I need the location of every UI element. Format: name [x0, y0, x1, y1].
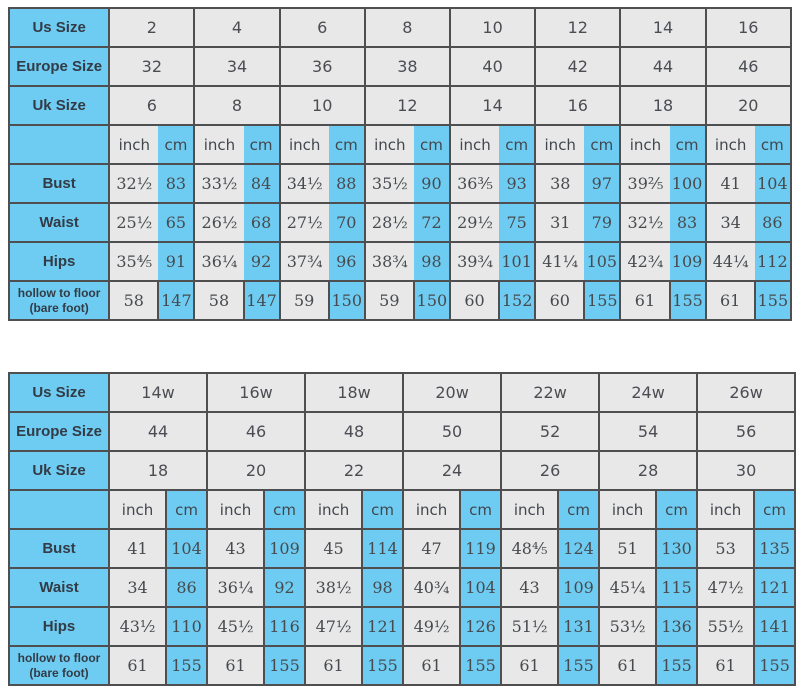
- unit-inch-label: inch: [599, 490, 656, 529]
- measure-inch-value: 35½: [365, 164, 414, 203]
- size-value-cell: 24w: [599, 373, 697, 412]
- measure-cm-value: 155: [558, 646, 599, 685]
- measure-inch-value: 26½: [194, 203, 243, 242]
- measure-inch-value: 38½: [305, 568, 362, 607]
- measure-cm-value: 126: [460, 607, 501, 646]
- measure-cm-value: 155: [362, 646, 403, 685]
- table-row: [9, 529, 795, 568]
- measure-inch-value: 45¼: [599, 568, 656, 607]
- unit-cm-label: cm: [656, 490, 697, 529]
- table-row: [9, 568, 795, 607]
- size-value-cell: 52: [501, 412, 599, 451]
- measure-cm-value: 155: [166, 646, 207, 685]
- row-header-uk-size: Uk Size: [9, 86, 109, 125]
- measure-inch-value: 32½: [109, 164, 158, 203]
- size-value-cell: 32: [109, 47, 194, 86]
- table-row: [9, 607, 795, 646]
- measure-inch-value: 60: [450, 281, 499, 320]
- measure-inch-value: 53: [697, 529, 754, 568]
- measure-inch-value: 36¼: [194, 242, 243, 281]
- size-value-cell: 26w: [697, 373, 795, 412]
- measure-cm-value: 155: [754, 646, 795, 685]
- unit-cm-label: cm: [584, 125, 620, 164]
- row-header-hips: Hips: [9, 242, 109, 281]
- size-value-cell: 6: [109, 86, 194, 125]
- measure-cm-value: 135: [754, 529, 795, 568]
- measure-cm-value: 86: [166, 568, 207, 607]
- unit-cm-label: cm: [362, 490, 403, 529]
- measure-cm-value: 83: [158, 164, 194, 203]
- unit-cm-label: cm: [244, 125, 280, 164]
- unit-inch-label: inch: [109, 490, 166, 529]
- unit-cm-label: cm: [499, 125, 535, 164]
- size-value-cell: 14: [450, 86, 535, 125]
- size-value-cell: 18: [620, 86, 705, 125]
- measure-inch-value: 45: [305, 529, 362, 568]
- measure-cm-value: 84: [244, 164, 280, 203]
- measure-cm-value: 155: [584, 281, 620, 320]
- measure-cm-value: 110: [166, 607, 207, 646]
- measure-inch-value: 35⁴⁄₅: [109, 242, 158, 281]
- table-row: [9, 242, 791, 281]
- measure-inch-value: 59: [365, 281, 414, 320]
- unit-cm-label: cm: [558, 490, 599, 529]
- unit-inch-label: inch: [535, 125, 584, 164]
- unit-inch-label: inch: [620, 125, 669, 164]
- table-row: [9, 203, 791, 242]
- unit-cm-label: cm: [755, 125, 791, 164]
- size-value-cell: 10: [280, 86, 365, 125]
- measure-cm-value: 96: [329, 242, 365, 281]
- size-value-cell: 22: [305, 451, 403, 490]
- size-value-cell: 20w: [403, 373, 501, 412]
- measure-inch-value: 61: [207, 646, 264, 685]
- unit-cm-label: cm: [264, 490, 305, 529]
- measure-inch-value: 45½: [207, 607, 264, 646]
- row-header-line2: (bare foot): [29, 300, 89, 315]
- table-row: [9, 8, 791, 47]
- row-header-waist: Waist: [9, 203, 109, 242]
- measure-inch-value: 61: [706, 281, 755, 320]
- size-value-cell: 16: [706, 8, 791, 47]
- measure-inch-value: 40¾: [403, 568, 460, 607]
- measure-cm-value: 93: [499, 164, 535, 203]
- measure-inch-value: 59: [280, 281, 329, 320]
- size-value-cell: 8: [194, 86, 279, 125]
- size-value-cell: 18w: [305, 373, 403, 412]
- unit-inch-label: inch: [109, 125, 158, 164]
- measure-inch-value: 43¹⁄₂: [109, 607, 166, 646]
- units-row: [9, 490, 795, 529]
- measure-cm-value: 147: [244, 281, 280, 320]
- plus-size-table: [8, 372, 796, 686]
- measure-cm-value: 155: [656, 646, 697, 685]
- units-row-header: [9, 490, 109, 529]
- measure-cm-value: 155: [264, 646, 305, 685]
- measure-cm-value: 109: [670, 242, 706, 281]
- measure-inch-value: 61: [599, 646, 656, 685]
- standard-size-table: [8, 7, 792, 321]
- unit-cm-label: cm: [329, 125, 365, 164]
- measure-inch-value: 51: [599, 529, 656, 568]
- measure-cm-value: 101: [499, 242, 535, 281]
- measure-inch-value: 32½: [620, 203, 669, 242]
- measure-cm-value: 83: [670, 203, 706, 242]
- size-value-cell: 54: [599, 412, 697, 451]
- unit-cm-label: cm: [460, 490, 501, 529]
- measure-inch-value: 42¾: [620, 242, 669, 281]
- measure-inch-value: 61: [697, 646, 754, 685]
- size-value-cell: 42: [535, 47, 620, 86]
- measure-inch-value: 44¼: [706, 242, 755, 281]
- measure-inch-value: 58: [194, 281, 243, 320]
- size-value-cell: 12: [535, 8, 620, 47]
- measure-cm-value: 100: [670, 164, 706, 203]
- measure-cm-value: 92: [244, 242, 280, 281]
- measure-inch-value: 61: [305, 646, 362, 685]
- unit-inch-label: inch: [207, 490, 264, 529]
- measure-cm-value: 72: [414, 203, 450, 242]
- size-value-cell: 36: [280, 47, 365, 86]
- measure-cm-value: 155: [460, 646, 501, 685]
- measure-cm-value: 68: [244, 203, 280, 242]
- size-value-cell: 18: [109, 451, 207, 490]
- unit-inch-label: inch: [365, 125, 414, 164]
- measure-inch-value: 58: [109, 281, 158, 320]
- size-value-cell: 14: [620, 8, 705, 47]
- row-header-bust: Bust: [9, 529, 109, 568]
- size-value-cell: 50: [403, 412, 501, 451]
- size-value-cell: 10: [450, 8, 535, 47]
- measure-inch-value: 34½: [280, 164, 329, 203]
- size-value-cell: 6: [280, 8, 365, 47]
- measure-cm-value: 98: [414, 242, 450, 281]
- measure-inch-value: 55½: [697, 607, 754, 646]
- unit-inch-label: inch: [706, 125, 755, 164]
- row-header-europe-size: Europe Size: [9, 47, 109, 86]
- size-value-cell: 8: [365, 8, 450, 47]
- measure-cm-value: 112: [755, 242, 791, 281]
- size-value-cell: 22w: [501, 373, 599, 412]
- measure-inch-value: 41¼: [535, 242, 584, 281]
- measure-inch-value: 43: [207, 529, 264, 568]
- unit-cm-label: cm: [670, 125, 706, 164]
- measure-inch-value: 36¼: [207, 568, 264, 607]
- measure-inch-value: 60: [535, 281, 584, 320]
- table-row: [9, 373, 795, 412]
- size-value-cell: 14w: [109, 373, 207, 412]
- measure-inch-value: 43: [501, 568, 558, 607]
- measure-cm-value: 150: [414, 281, 450, 320]
- measure-inch-value: 29½: [450, 203, 499, 242]
- measure-inch-value: 61: [403, 646, 460, 685]
- row-header-line2: (bare foot): [29, 665, 89, 680]
- units-row-header: [9, 125, 109, 164]
- size-value-cell: 28: [599, 451, 697, 490]
- size-value-cell: 44: [109, 412, 207, 451]
- measure-cm-value: 119: [460, 529, 501, 568]
- size-value-cell: 26: [501, 451, 599, 490]
- row-header-hollow-to-floor: [9, 281, 109, 320]
- size-value-cell: 40: [450, 47, 535, 86]
- measure-inch-value: 33½: [194, 164, 243, 203]
- row-header-line1: hollow to floor: [17, 285, 101, 300]
- measure-cm-value: 88: [329, 164, 365, 203]
- measure-cm-value: 114: [362, 529, 403, 568]
- row-header-us-size: Us Size: [9, 8, 109, 47]
- measure-inch-value: 61: [501, 646, 558, 685]
- measure-cm-value: 90: [414, 164, 450, 203]
- measure-cm-value: 147: [158, 281, 194, 320]
- measure-cm-value: 65: [158, 203, 194, 242]
- size-value-cell: 16: [535, 86, 620, 125]
- measure-inch-value: 61: [620, 281, 669, 320]
- size-value-cell: 38: [365, 47, 450, 86]
- size-value-cell: 20: [207, 451, 305, 490]
- row-header-uk-size: Uk Size: [9, 451, 109, 490]
- measure-cm-value: 155: [670, 281, 706, 320]
- measure-inch-value: 34: [706, 203, 755, 242]
- row-header-line1: hollow to floor: [17, 650, 101, 665]
- size-value-cell: 4: [194, 8, 279, 47]
- measure-cm-value: 104: [166, 529, 207, 568]
- measure-cm-value: 121: [362, 607, 403, 646]
- size-value-cell: 16w: [207, 373, 305, 412]
- table-row: [9, 412, 795, 451]
- measure-cm-value: 75: [499, 203, 535, 242]
- measure-cm-value: 152: [499, 281, 535, 320]
- unit-inch-label: inch: [194, 125, 243, 164]
- measure-cm-value: 116: [264, 607, 305, 646]
- measure-inch-value: 39¾: [450, 242, 499, 281]
- measure-inch-value: 36³⁄₅: [450, 164, 499, 203]
- measure-inch-value: 47: [403, 529, 460, 568]
- measure-inch-value: 41: [109, 529, 166, 568]
- measure-inch-value: 38¾: [365, 242, 414, 281]
- unit-inch-label: inch: [450, 125, 499, 164]
- unit-inch-label: inch: [697, 490, 754, 529]
- table-row: [9, 451, 795, 490]
- measure-cm-value: 91: [158, 242, 194, 281]
- size-value-cell: 30: [697, 451, 795, 490]
- measure-cm-value: 155: [755, 281, 791, 320]
- unit-cm-label: cm: [754, 490, 795, 529]
- measure-inch-value: 31: [535, 203, 584, 242]
- measure-inch-value: 51½: [501, 607, 558, 646]
- measure-cm-value: 130: [656, 529, 697, 568]
- measure-inch-value: 37¾: [280, 242, 329, 281]
- measure-cm-value: 98: [362, 568, 403, 607]
- measure-cm-value: 104: [755, 164, 791, 203]
- measure-cm-value: 115: [656, 568, 697, 607]
- size-value-cell: 20: [706, 86, 791, 125]
- table-row: [9, 86, 791, 125]
- measure-cm-value: 131: [558, 607, 599, 646]
- row-header-europe-size: Europe Size: [9, 412, 109, 451]
- size-value-cell: 46: [207, 412, 305, 451]
- measure-cm-value: 136: [656, 607, 697, 646]
- measure-cm-value: 86: [755, 203, 791, 242]
- measure-cm-value: 105: [584, 242, 620, 281]
- measure-cm-value: 150: [329, 281, 365, 320]
- measure-inch-value: 47½: [697, 568, 754, 607]
- row-header-us-size: Us Size: [9, 373, 109, 412]
- measure-cm-value: 121: [754, 568, 795, 607]
- size-value-cell: 56: [697, 412, 795, 451]
- unit-inch-label: inch: [280, 125, 329, 164]
- measure-cm-value: 109: [558, 568, 599, 607]
- measure-inch-value: 47½: [305, 607, 362, 646]
- measure-inch-value: 41: [706, 164, 755, 203]
- measure-inch-value: 53½: [599, 607, 656, 646]
- row-header-bust: Bust: [9, 164, 109, 203]
- measure-inch-value: 48⁴⁄₅: [501, 529, 558, 568]
- measure-inch-value: 25½: [109, 203, 158, 242]
- measure-cm-value: 70: [329, 203, 365, 242]
- table-row: [9, 47, 791, 86]
- table-row: [9, 164, 791, 203]
- unit-cm-label: cm: [158, 125, 194, 164]
- unit-cm-label: cm: [414, 125, 450, 164]
- measure-cm-value: 104: [460, 568, 501, 607]
- row-header-hollow-to-floor: [9, 646, 109, 685]
- measure-cm-value: 92: [264, 568, 305, 607]
- measure-inch-value: 61: [109, 646, 166, 685]
- measure-cm-value: 124: [558, 529, 599, 568]
- measure-cm-value: 79: [584, 203, 620, 242]
- measure-cm-value: 109: [264, 529, 305, 568]
- measure-inch-value: 28½: [365, 203, 414, 242]
- table-row: [9, 646, 795, 685]
- unit-inch-label: inch: [501, 490, 558, 529]
- size-value-cell: 48: [305, 412, 403, 451]
- size-value-cell: 34: [194, 47, 279, 86]
- row-header-waist: Waist: [9, 568, 109, 607]
- unit-inch-label: inch: [403, 490, 460, 529]
- measure-cm-value: 97: [584, 164, 620, 203]
- measure-inch-value: 39²⁄₅: [620, 164, 669, 203]
- unit-inch-label: inch: [305, 490, 362, 529]
- measure-inch-value: 34: [109, 568, 166, 607]
- measure-inch-value: 27½: [280, 203, 329, 242]
- measure-cm-value: 141: [754, 607, 795, 646]
- row-header-hips: Hips: [9, 607, 109, 646]
- size-value-cell: 2: [109, 8, 194, 47]
- measure-inch-value: 49½: [403, 607, 460, 646]
- size-value-cell: 24: [403, 451, 501, 490]
- units-row: [9, 125, 791, 164]
- table-row: [9, 281, 791, 320]
- size-value-cell: 44: [620, 47, 705, 86]
- size-value-cell: 46: [706, 47, 791, 86]
- size-value-cell: 12: [365, 86, 450, 125]
- unit-cm-label: cm: [166, 490, 207, 529]
- measure-inch-value: 38: [535, 164, 584, 203]
